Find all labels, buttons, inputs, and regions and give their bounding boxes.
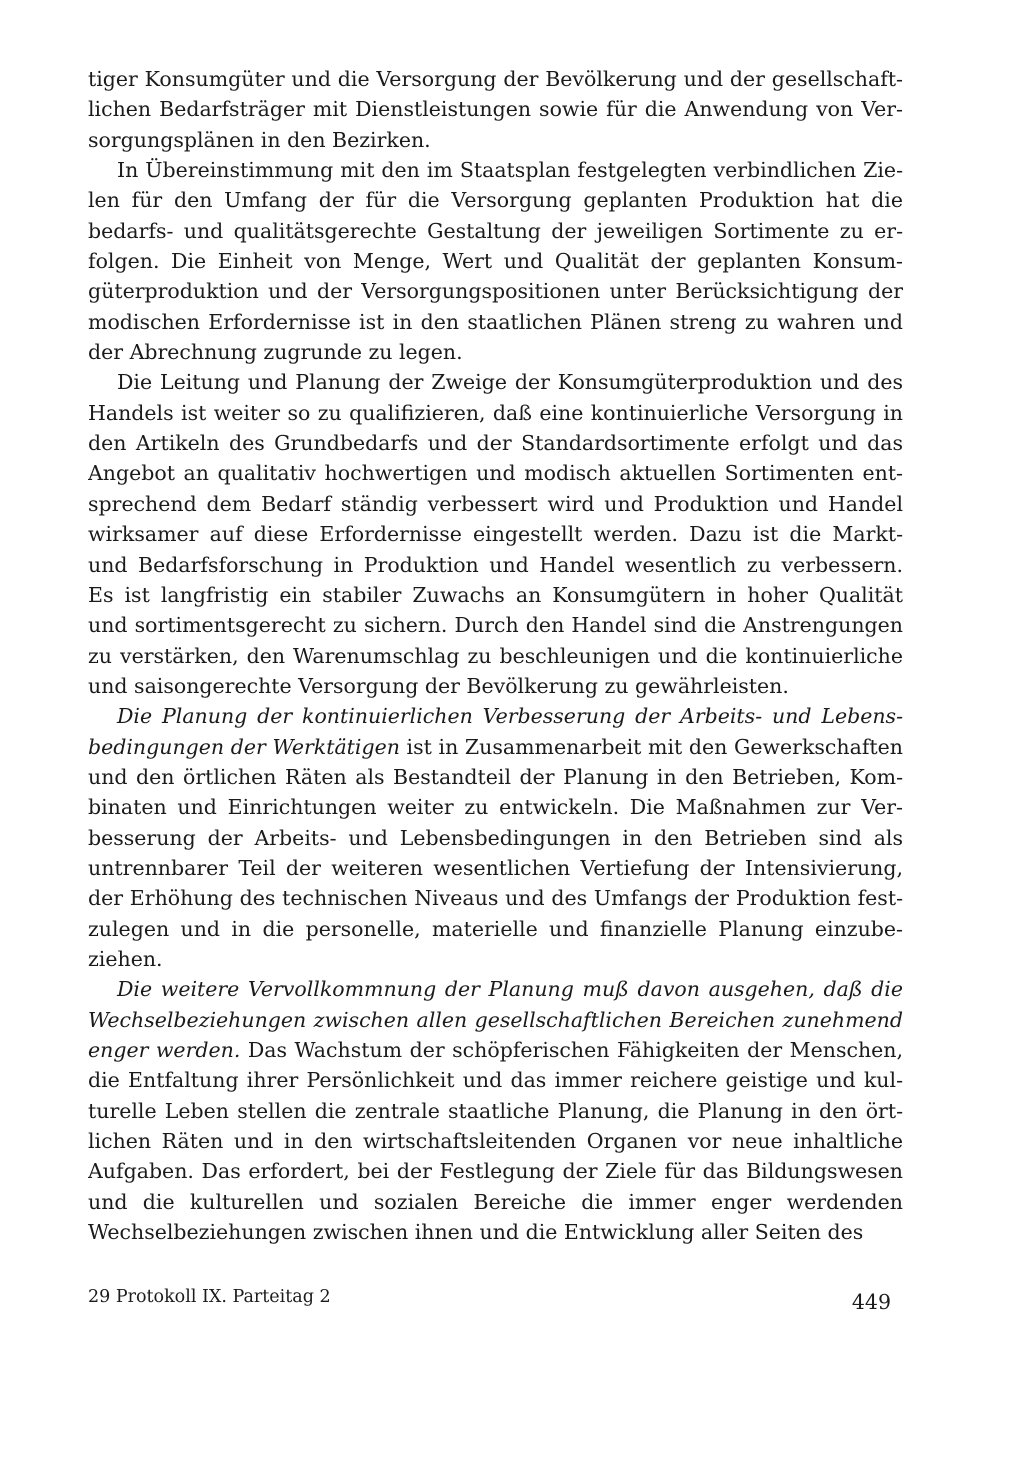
text-run: güterproduktion und der Versorgungspositionen unter Berücksichtigung der <box>88 279 903 304</box>
text-run: Die Leitung und Planung der Zweige der Konsumgüterproduktion und des <box>117 370 903 395</box>
text-run: der Erhöhung des technischen Niveaus und des Umfangs der Produktion fest- <box>88 886 903 911</box>
text-line <box>88 1156 903 1186</box>
text-line <box>88 580 903 610</box>
text-run: untrennbarer Teil der weiteren wesentlichen Vertiefung der Intensivierung, <box>88 855 903 880</box>
text-line <box>88 367 903 397</box>
text-line <box>88 276 903 306</box>
text-line <box>88 762 903 792</box>
italic-text: Die weitere Vervollkommnung der Planung muß davon ausgehen, daß die <box>117 977 903 1002</box>
text-line <box>88 853 903 883</box>
text-line <box>88 155 903 185</box>
text-run: tiger Konsumgüter und die Versorgung der Bevölkerung und der gesellschaft- <box>88 67 903 91</box>
text-line <box>88 671 903 701</box>
text-line <box>88 1126 903 1156</box>
text-line <box>88 732 903 762</box>
italic-text: bedingungen der Werktätigen <box>88 734 400 759</box>
text-line <box>88 883 903 913</box>
text-run: und die kulturellen und sozialen Bereiche die immer enger werdenden <box>88 1189 903 1214</box>
text-run: folgen. Die Einheit von Menge, Wert und Qualität der geplanten Konsum- <box>88 249 903 274</box>
text-line <box>88 792 903 822</box>
text-run: binaten und Einrichtungen weiter zu entwickeln. Die Maßnahmen zur Ver- <box>88 795 903 820</box>
text-run: modischen Erfordernisse ist in den staatlichen Plänen streng zu wahren und <box>88 309 903 334</box>
text-run: bedarfs- und qualitätsgerechte Gestaltung der jeweiligen Sortimente zu er- <box>88 218 903 243</box>
text-run: Aufgaben. Das erfordert, bei der Festlegung der Ziele für das Bildungswesen <box>88 1159 903 1184</box>
text-line <box>88 550 903 580</box>
text-run: sorgungsplänen in den Bezirken. <box>88 127 431 152</box>
text-line <box>88 610 903 640</box>
text-line <box>88 489 903 519</box>
text-line <box>88 944 903 974</box>
text-run: die Entfaltung ihrer Persönlichkeit und das immer reichere geistige und kul- <box>88 1068 903 1093</box>
text-line <box>88 1005 903 1035</box>
text-line <box>88 974 903 1004</box>
text-run: Angebot an qualitativ hochwertigen und modisch aktuellen Sortimenten ent- <box>88 461 903 486</box>
italic-text: enger werden. <box>88 1038 241 1062</box>
text-line <box>88 641 903 671</box>
text-run: der Abrechnung zugrunde zu legen. <box>88 340 463 365</box>
text-line <box>88 1035 903 1065</box>
text-line <box>88 337 903 367</box>
text-run: und den örtlichen Räten als Bestandteil der Planung in den Betrieben, Kom- <box>88 764 903 789</box>
text-line <box>88 1187 903 1217</box>
text-line <box>88 307 903 337</box>
text-run: Wechselbeziehungen zwischen ihnen und die Entwicklung aller Seiten des <box>88 1220 864 1245</box>
text-run: In Übereinstimmung mit den im Staatsplan festgelegten verbindlichen Zie- <box>117 158 903 183</box>
text-run: Handels ist weiter so zu qualifizieren, daß eine kontinuierliche Versorgung in <box>88 400 903 425</box>
body-text <box>88 64 903 1247</box>
text-run: den Artikeln des Grundbedarfs und der Standardsortimente erfolgt und das <box>88 431 903 456</box>
text-run: sprechend dem Bedarf ständig verbessert wird und Produktion und Handel <box>88 491 903 516</box>
text-run: Das Wachstum der schöpferischen Fähigkeiten der Menschen, <box>240 1038 903 1062</box>
text-run: turelle Leben stellen die zentrale staatliche Planung, die Planung in den ört- <box>88 1098 903 1123</box>
text-line <box>88 458 903 488</box>
text-line <box>88 428 903 458</box>
text-line <box>88 64 903 94</box>
text-run: lichen Bedarfsträger mit Dienstleistungen sowie für die Anwendung von Ver- <box>88 97 903 122</box>
text-run: zulegen und in die personelle, materielle und finanzielle Planung einzube- <box>88 916 903 941</box>
text-run: zu verstärken, den Warenumschlag zu beschleunigen und die kontinuierliche <box>88 643 903 668</box>
text-line <box>88 398 903 428</box>
italic-text: Wechselbeziehungen zwischen allen gesellschaftlichen Bereichen zunehmend <box>88 1007 903 1032</box>
text-line <box>88 125 903 155</box>
text-line <box>88 1096 903 1126</box>
text-line <box>88 519 903 549</box>
footer-signature: 29 Protokoll IX. Parteitag 2 <box>88 1287 331 1307</box>
text-line <box>88 1065 903 1095</box>
text-run: Es ist langfristig ein stabiler Zuwachs an Konsumgütern in hoher Qualität <box>88 582 903 607</box>
italic-text: Die Planung der kontinuierlichen Verbesserung der Arbeits- und Lebens- <box>117 704 903 729</box>
text-run: wirksamer auf diese Erfordernisse eingestellt werden. Dazu ist die Markt- <box>88 522 903 547</box>
page-number: 449 <box>851 1290 891 1314</box>
text-run: und sortimentsgerecht zu sichern. Durch den Handel sind die Anstrengungen <box>88 613 903 638</box>
text-run: len für den Umfang der für die Versorgung geplanten Produktion hat die <box>88 188 903 213</box>
text-run: ist in Zusammenarbeit mit den Gewerkschaften <box>399 734 903 759</box>
text-line <box>88 701 903 731</box>
text-line <box>88 216 903 246</box>
page-footer <box>88 1282 903 1312</box>
text-line <box>88 1217 903 1247</box>
text-run: ziehen. <box>88 946 163 971</box>
text-run: und saisongerechte Versorgung der Bevölkerung zu gewährleisten. <box>88 673 789 698</box>
text-line <box>88 185 903 215</box>
text-line <box>88 823 903 853</box>
text-run: besserung der Arbeits- und Lebensbedingungen in den Betrieben sind als <box>88 825 903 850</box>
text-line <box>88 914 903 944</box>
text-line <box>88 246 903 276</box>
text-run: und Bedarfsforschung in Produktion und Handel wesentlich zu verbessern. <box>88 552 903 577</box>
text-line <box>88 94 903 124</box>
text-run: lichen Räten und in den wirtschaftsleitenden Organen vor neue inhaltliche <box>88 1129 903 1154</box>
